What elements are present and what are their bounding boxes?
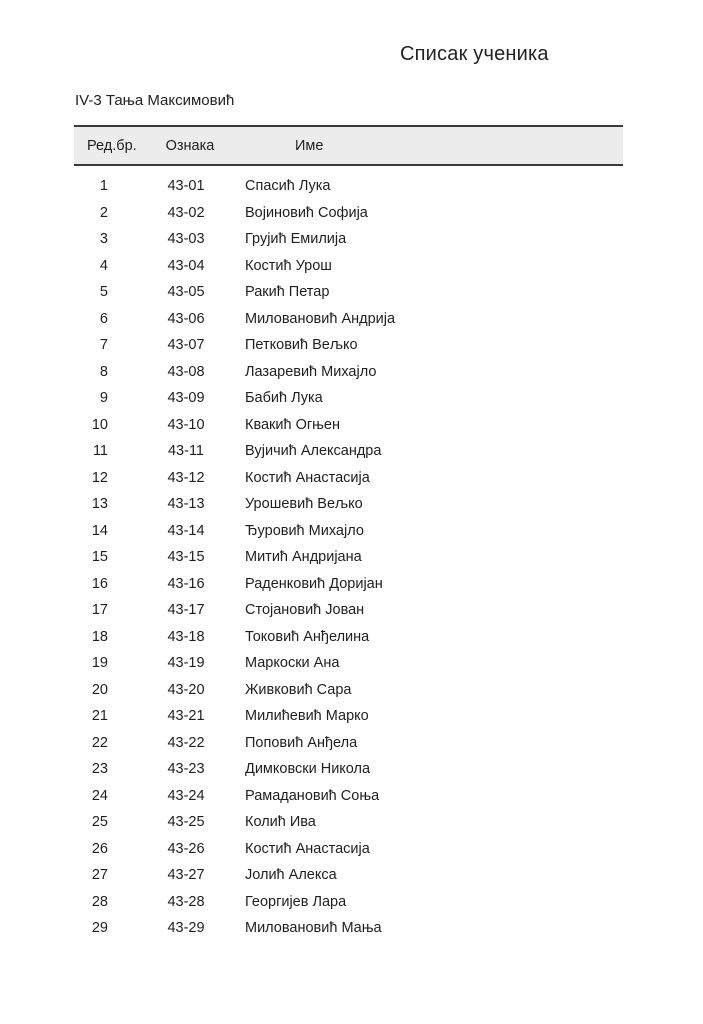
- student-name: Ђуровић Михајло: [245, 522, 364, 539]
- student-ordinal: 1: [99, 178, 108, 194]
- student-code: 43-29: [167, 920, 205, 936]
- student-name: Токовић Анђелина: [245, 628, 370, 645]
- student-name: Спасић Лука: [245, 178, 331, 194]
- student-code: 43-25: [167, 814, 205, 830]
- student-ordinal: 7: [99, 337, 108, 353]
- table-row: [74, 889, 623, 916]
- student-code: 43-12: [167, 469, 205, 486]
- student-name: Петковић Вељко: [245, 337, 358, 353]
- student-name: Миловановић Андрија: [245, 310, 396, 327]
- student-code: 43-19: [167, 655, 205, 671]
- student-name: Маркоски Ана: [245, 655, 340, 671]
- student-code: 43-13: [167, 496, 205, 512]
- table-row: [74, 836, 623, 863]
- student-ordinal: 10: [91, 416, 108, 433]
- student-name: Стојановић Јован: [245, 602, 365, 618]
- student-code: 43-22: [167, 734, 205, 751]
- student-name: Колић Ива: [245, 814, 316, 830]
- student-name: Вујичић Александра: [245, 443, 382, 459]
- table-header-row: [74, 127, 623, 166]
- table-row: [74, 253, 623, 280]
- student-code: 43-07: [167, 337, 205, 353]
- student-ordinal: 14: [91, 522, 108, 539]
- student-code: 43-01: [167, 178, 205, 194]
- table-row: [74, 624, 623, 651]
- student-ordinal: 11: [92, 443, 108, 459]
- student-code: 43-02: [167, 204, 205, 221]
- student-name: Милићевић Марко: [245, 708, 369, 724]
- class-teacher-label: IV-3 Тања Максимовић: [75, 92, 235, 109]
- student-ordinal: 9: [99, 390, 108, 406]
- table-row: [74, 677, 623, 704]
- table-row: [74, 915, 623, 942]
- table-row: [74, 491, 623, 518]
- student-ordinal: 2: [99, 204, 108, 221]
- student-name: Рамадановић Соња: [245, 787, 380, 804]
- table-row: [74, 809, 623, 836]
- student-name: Лазаревић Михајло: [245, 363, 377, 380]
- student-name: Грујић Емилија: [245, 231, 347, 247]
- student-code: 43-24: [167, 787, 205, 804]
- student-code: 43-10: [167, 416, 205, 433]
- table-row: [74, 730, 623, 757]
- column-header-code: Ознака: [165, 138, 215, 154]
- page-title: Списак ученика: [400, 43, 549, 65]
- table-row: [74, 385, 623, 412]
- student-code: 43-16: [167, 575, 205, 592]
- student-name: Миловановић Мања: [245, 920, 382, 936]
- student-ordinal: 23: [91, 761, 108, 777]
- student-name: Георгијев Лара: [245, 893, 347, 910]
- student-ordinal: 20: [91, 681, 108, 698]
- table-row: [74, 544, 623, 571]
- student-code: 43-17: [167, 602, 205, 618]
- table-row: [74, 756, 623, 783]
- student-ordinal: 24: [91, 787, 108, 804]
- student-ordinal: 6: [99, 310, 108, 327]
- student-name: Живковић Сара: [245, 681, 352, 698]
- student-ordinal: 19: [91, 655, 108, 671]
- students-table: [74, 125, 623, 942]
- table-row: [74, 650, 623, 677]
- student-code: 43-26: [167, 840, 205, 857]
- student-code: 43-04: [167, 257, 205, 274]
- student-code: 43-15: [167, 549, 205, 565]
- student-code: 43-20: [167, 681, 205, 698]
- student-code: 43-28: [167, 893, 205, 910]
- table-row: [74, 306, 623, 333]
- student-ordinal: 22: [91, 734, 108, 751]
- column-header-name: Име: [295, 138, 324, 154]
- table-row: [74, 412, 623, 439]
- student-ordinal: 18: [91, 628, 108, 645]
- student-name: Митић Андријана: [245, 549, 362, 565]
- student-ordinal: 3: [99, 231, 108, 247]
- student-ordinal: 26: [91, 840, 108, 857]
- table-row: [74, 703, 623, 730]
- student-code: 43-27: [167, 867, 205, 883]
- table-row: [74, 783, 623, 810]
- student-code: 43-06: [167, 310, 205, 327]
- student-name: Ракић Петар: [245, 284, 330, 300]
- table-row: [74, 438, 623, 465]
- student-ordinal: 4: [99, 257, 108, 274]
- student-ordinal: 21: [91, 708, 108, 724]
- student-ordinal: 27: [91, 867, 108, 883]
- table-row: [74, 200, 623, 227]
- student-name: Урошевић Вељко: [245, 496, 363, 512]
- student-code: 43-23: [167, 761, 205, 777]
- student-code: 43-03: [167, 231, 205, 247]
- table-row: [74, 862, 623, 889]
- table-row: [74, 597, 623, 624]
- student-name: Бабић Лука: [245, 390, 323, 406]
- student-name: Јолић Алекса: [245, 867, 337, 883]
- student-name: Војиновић Софија: [245, 204, 368, 221]
- student-code: 43-09: [167, 390, 205, 406]
- student-code: 43-08: [167, 363, 205, 380]
- student-ordinal: 16: [91, 575, 108, 592]
- student-code: 43-18: [167, 628, 205, 645]
- student-name: Димковски Никола: [245, 761, 371, 777]
- student-name: Поповић Анђела: [245, 734, 358, 751]
- student-ordinal: 17: [91, 602, 108, 618]
- student-name: Квакић Огњен: [245, 416, 341, 433]
- table-body: [74, 166, 623, 942]
- student-name: Костић Анастасија: [245, 840, 370, 857]
- student-ordinal: 12: [91, 469, 108, 486]
- student-code: 43-14: [167, 522, 205, 539]
- table-row: [74, 173, 623, 200]
- column-header-ordinal: Ред.бр.: [87, 138, 137, 154]
- student-ordinal: 28: [91, 893, 108, 910]
- student-ordinal: 29: [91, 920, 108, 936]
- student-ordinal: 13: [91, 496, 108, 512]
- student-ordinal: 25: [91, 814, 108, 830]
- student-ordinal: 5: [99, 284, 108, 300]
- table-row: [74, 571, 623, 598]
- table-row: [74, 226, 623, 253]
- table-row: [74, 518, 623, 545]
- table-row: [74, 279, 623, 306]
- student-name: Костић Урош: [245, 257, 332, 274]
- student-code: 43-21: [167, 708, 205, 724]
- table-row: [74, 359, 623, 386]
- student-code: 43-11: [167, 443, 204, 459]
- student-name: Раденковић Доријан: [245, 575, 383, 592]
- student-code: 43-05: [167, 284, 205, 300]
- student-ordinal: 15: [91, 549, 108, 565]
- student-ordinal: 8: [99, 363, 108, 380]
- table-row: [74, 332, 623, 359]
- table-row: [74, 465, 623, 492]
- student-name: Костић Анастасија: [245, 469, 370, 486]
